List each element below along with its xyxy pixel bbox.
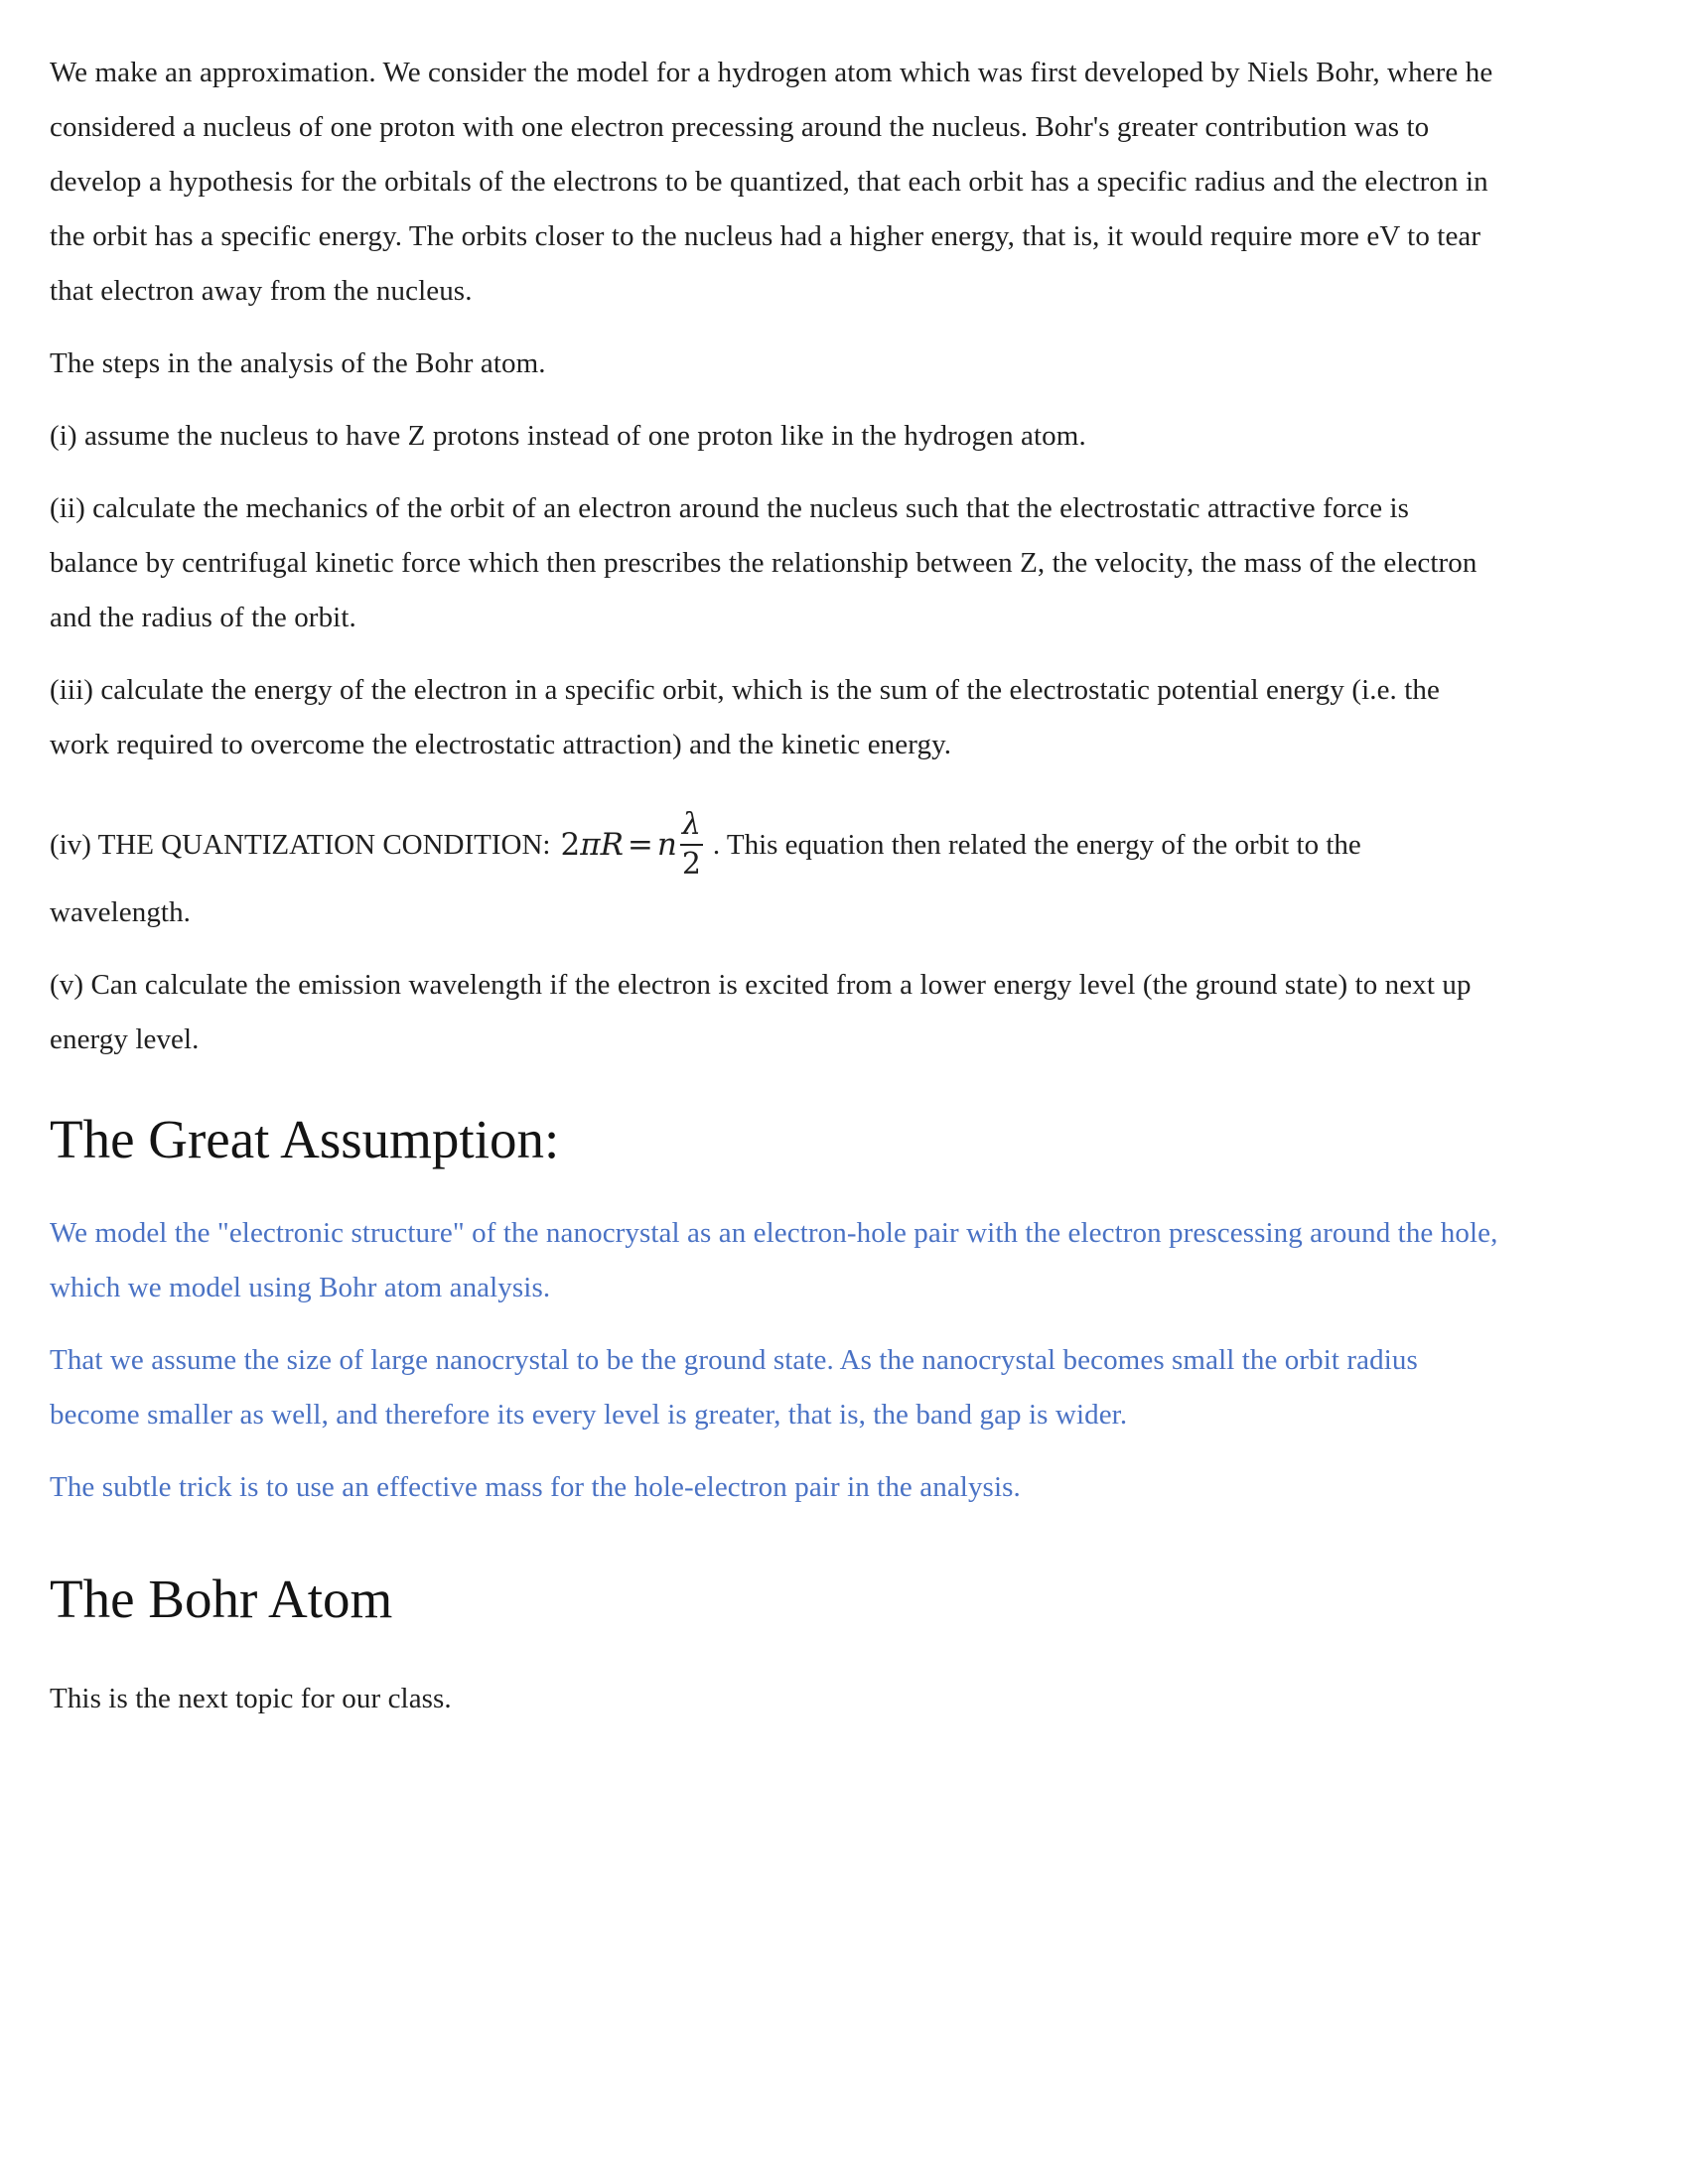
great-assumption-p1: We model the "electronic structure" of the nanocrystal as an electron-hole pair with the electron prescessing around the hole, which we model using Bohr atom analysis. xyxy=(50,1217,1498,1303)
steps-intro: The steps in the analysis of the Bohr atom. xyxy=(50,347,546,379)
great-assumption-p3: The subtle trick is to use an effective mass for the hole-electron pair in the analysis. xyxy=(50,1471,1021,1503)
great-assumption-p2: That we assume the size of large nanocrystal to be the ground state. As the nanocrystal becomes small the orbit radius become smaller as well, and therefore its every level is greater, that is, the band gap is wider. xyxy=(50,1344,1418,1431)
equation-pi: π xyxy=(580,826,601,863)
step-v: (v) Can calculate the emission wavelength if the electron is excited from a lower energy level (the ground state) to next up energy level. xyxy=(50,969,1472,1055)
step-iv-suffix: . This equation then related the energy of the orbit to the xyxy=(712,828,1361,861)
equation-numerator: λ xyxy=(680,810,703,846)
step-ii: (ii) calculate the mechanics of the orbit of an electron around the nucleus such that the electrostatic attractive force is balance by centrifugal kinetic force which then prescribes the relationship between Z, the velocity, the mass of the electron and the radius of the orbit. xyxy=(50,492,1477,633)
step-iv xyxy=(50,807,1499,940)
equation-equals: = xyxy=(627,826,653,863)
quantization-line xyxy=(50,807,1499,882)
intro-paragraph: We make an approximation. We consider the model for a hydrogen atom which was first developed by Niels Bohr, where he considered a nucleus of one proton with one electron precessing around the nucleus. Bohr's greater contribution was to develop a hypothesis for the orbitals of the electrons to be quantized, that each orbit has a specific radius and the electron in the orbit has a specific energy. The orbits closer to the nucleus had a higher energy, that is, it would require more eV to tear that electron away from the nucleus. xyxy=(50,57,1493,307)
step-iii: (iii) calculate the energy of the electron in a specific orbit, which is the sum of the electrostatic potential energy (i.e. the work required to overcome the electrostatic attraction) and the kinetic energy. xyxy=(50,674,1440,760)
step-i: (i) assume the nucleus to have Z protons instead of one proton like in the hydrogen atom. xyxy=(50,420,1086,452)
equation-r: R xyxy=(600,826,624,863)
step-iv-prefix: (iv) THE QUANTIZATION CONDITION: xyxy=(50,828,551,861)
equation-n: n xyxy=(656,826,677,863)
equation-coeff: 2 xyxy=(560,826,581,863)
quantization-equation xyxy=(560,807,702,882)
document-page xyxy=(50,46,1499,1744)
bohr-atom-p1: This is the next topic for our class. xyxy=(50,1683,452,1714)
equation-fraction xyxy=(680,807,703,882)
great-assumption-heading: The Great Assumption: xyxy=(50,1109,560,1169)
equation-denominator: 2 xyxy=(681,847,701,882)
bohr-atom-heading: The Bohr Atom xyxy=(50,1569,393,1629)
step-iv-end: wavelength. xyxy=(50,896,192,928)
